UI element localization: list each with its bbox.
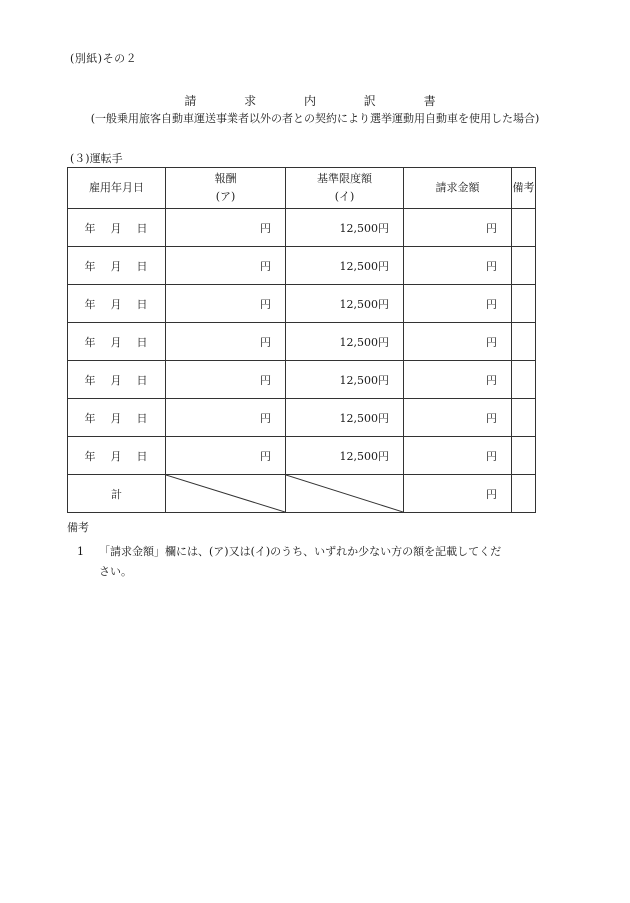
total-row [68,475,536,513]
limit-cell: 12,500円 [286,285,404,323]
header-notes: 備考 [512,168,536,209]
table-row [68,209,536,247]
claim-cell: 円 [404,247,512,285]
limit-cell: 12,500円 [286,247,404,285]
claim-total-cell: 円 [404,475,512,513]
limit-cell: 12,500円 [286,437,404,475]
date-cell: 年 月 日 [68,361,166,399]
notes-cell [512,323,536,361]
table-row [68,247,536,285]
table-header-row [68,168,536,209]
diagonal-strike [286,475,403,512]
reward-cell: 円 [166,247,286,285]
notes-total-cell [512,475,536,513]
claim-cell: 円 [404,361,512,399]
reward-cell: 円 [166,437,286,475]
limit-total-cell-crossed [286,475,404,513]
notes-cell [512,285,536,323]
section-label: (３)運転手 [70,152,123,165]
limit-cell: 12,500円 [286,209,404,247]
date-cell: 年 月 日 [68,323,166,361]
date-cell: 年 月 日 [68,399,166,437]
note-text-line2: さい。 [99,565,132,578]
reward-cell: 円 [166,285,286,323]
document-title: 請 求 内 訳 書 [184,94,458,108]
claim-cell: 円 [404,209,512,247]
reward-cell: 円 [166,209,286,247]
date-cell: 年 月 日 [68,247,166,285]
notes-cell [512,247,536,285]
notes-cell [512,437,536,475]
limit-cell: 12,500円 [286,361,404,399]
limit-cell: 12,500円 [286,399,404,437]
header-standard-limit: 基準限度額 (イ) [286,168,404,209]
breakdown-table [67,167,536,513]
note-number: 1 [77,545,84,558]
table-row [68,399,536,437]
reward-cell: 円 [166,323,286,361]
diagonal-strike [166,475,285,512]
notes-heading: 備考 [67,521,89,534]
claim-cell: 円 [404,399,512,437]
claim-cell: 円 [404,437,512,475]
claim-cell: 円 [404,323,512,361]
note-item [77,542,547,582]
notes-cell [512,361,536,399]
total-label: 計 [68,475,166,513]
date-cell: 年 月 日 [68,285,166,323]
table-row [68,285,536,323]
header-employment-date: 雇用年月日 [68,168,166,209]
date-cell: 年 月 日 [68,437,166,475]
table-row [68,361,536,399]
header-claim-amount: 請求金額 [404,168,512,209]
table-row [68,437,536,475]
note-text-line1: 「請求金額」欄には、(ア)又は(イ)のうち、いずれか少ない方の額を記載してくだ [99,545,502,558]
notes-cell [512,209,536,247]
annex-label: (別紙)その２ [70,52,138,65]
date-cell: 年 月 日 [68,209,166,247]
reward-cell: 円 [166,361,286,399]
header-reward: 報酬 (ア) [166,168,286,209]
table-row [68,323,536,361]
claim-cell: 円 [404,285,512,323]
limit-cell: 12,500円 [286,323,404,361]
reward-cell: 円 [166,399,286,437]
document-subtitle: (一般乗用旅客自動車運送事業者以外の者との契約により選挙運動用自動車を使用した場合) [90,112,540,125]
notes-cell [512,399,536,437]
reward-total-cell-crossed [166,475,286,513]
